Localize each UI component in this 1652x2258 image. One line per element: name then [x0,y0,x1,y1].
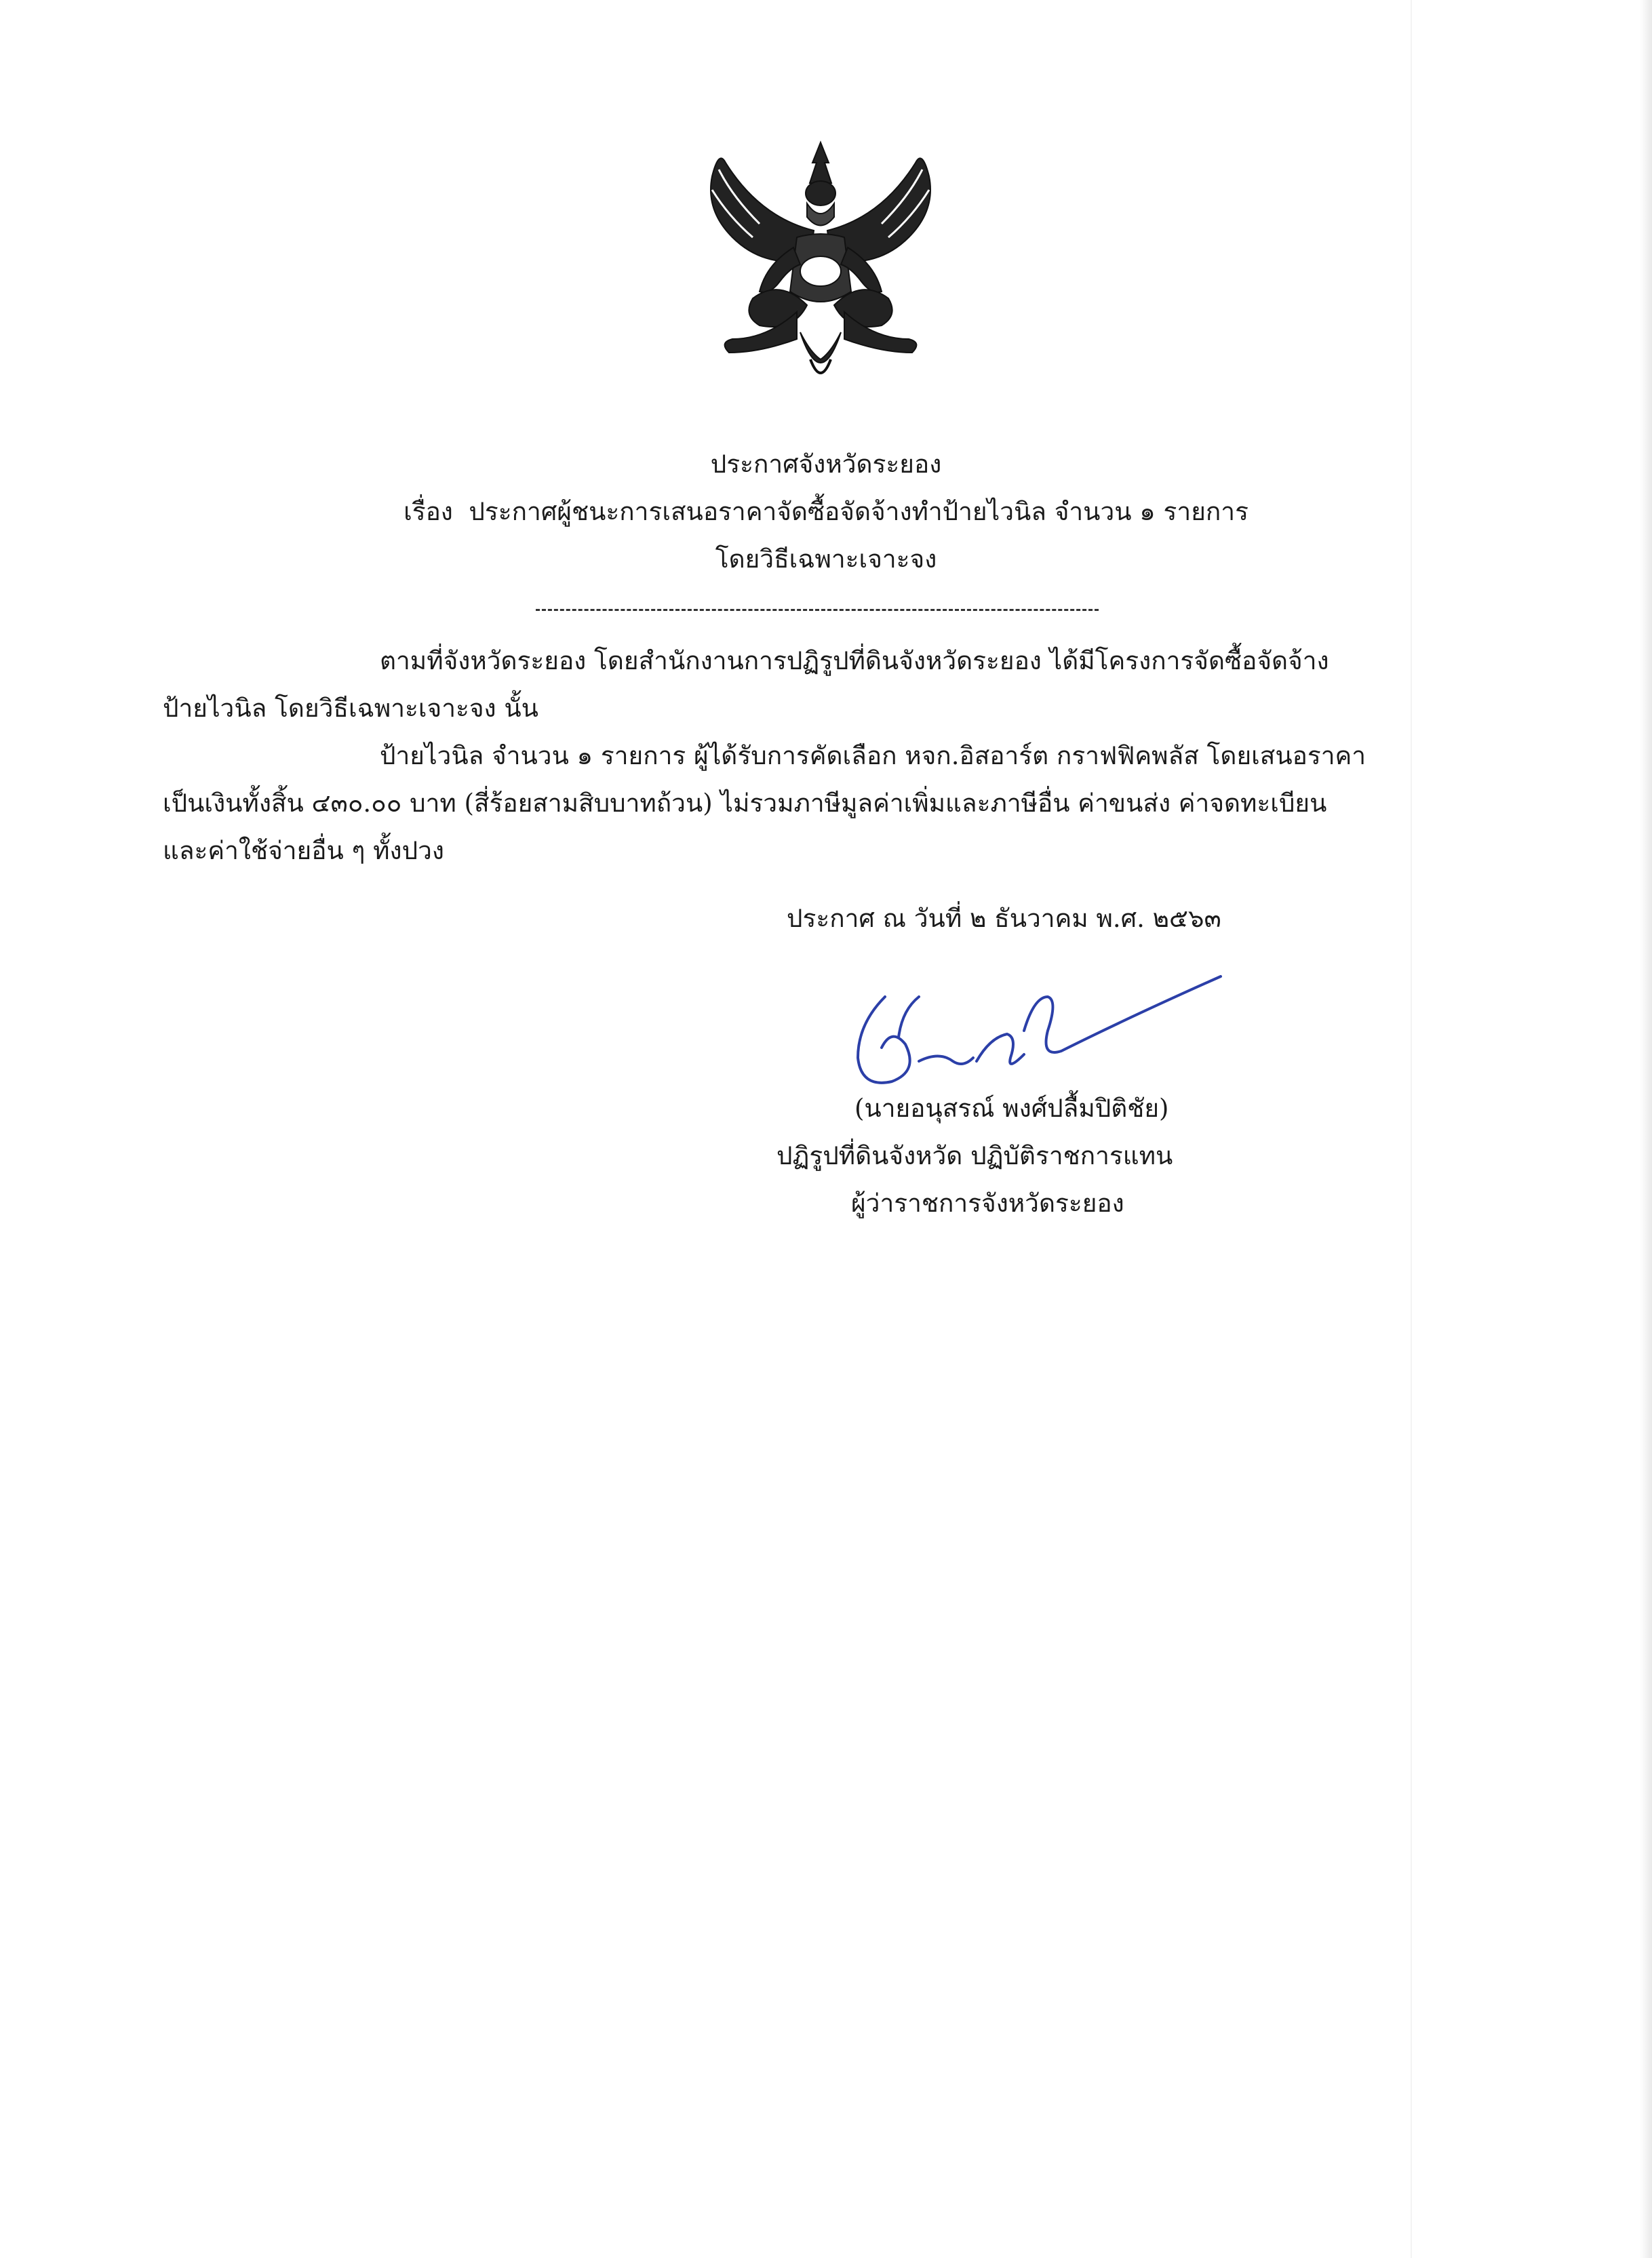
scan-shadow-edge [1640,0,1652,2258]
subject-prefix: เรื่อง [404,497,453,526]
method-line: โดยวิธีเฉพาะเจาะจง [715,544,937,574]
paragraph-1-line-1: ตามที่จังหวัดระยอง โดยสำนักงานการปฏิรูปที่ดินจังหวัดระยอง ได้มีโครงการจัดซื้อจัดจ้าง [380,646,1329,675]
garuda-emblem [678,136,963,407]
handwritten-signature [844,970,1224,1098]
signatory-position: ปฏิรูปที่ดินจังหวัด ปฏิบัติราชการแทน [776,1141,1173,1170]
paragraph-1-line-2: ป้ายไวนิล โดยวิธีเฉพาะเจาะจง นั้น [163,694,538,723]
paragraph-2-line-2: เป็นเงินทั้งสิ้น ๔๓๐.๐๐ บาท (สี่ร้อยสามสิบบาทถ้วน) ไม่รวมภาษีมูลค่าเพิ่มและภาษีอื่น ค่าขนส่ง ค่าจดทะเบียน [163,789,1327,818]
signatory-name: (นายอนุสรณ์ พงศ์ปลื้มปิติชัย) [854,1094,1169,1123]
scan-crease [1411,0,1412,2258]
signatory-authority: ผู้ว่าราชการจังหวัดระยอง [851,1189,1124,1218]
subject-text: ประกาศผู้ชนะการเสนอราคาจัดซื้อจัดจ้างทำป้ายไวนิล จำนวน ๑ รายการ [469,497,1248,526]
paragraph-2-line-3: และค่าใช้จ่ายอื่น ๆ ทั้งปวง [163,836,444,865]
paragraph-2-line-1: ป้ายไวนิล จำนวน ๑ รายการ ผู้ได้รับการคัดเลือก หจก.อิสอาร์ต กราฟฟิคพลัส โดยเสนอราคา [380,741,1366,770]
subject-line [0,495,1652,529]
announcement-date: ประกาศ ณ วันที่ ๒ ธันวาคม พ.ศ. ๒๕๖๓ [787,904,1221,933]
divider [536,609,1099,611]
announcement-title: ประกาศจังหวัดระยอง [710,450,942,479]
